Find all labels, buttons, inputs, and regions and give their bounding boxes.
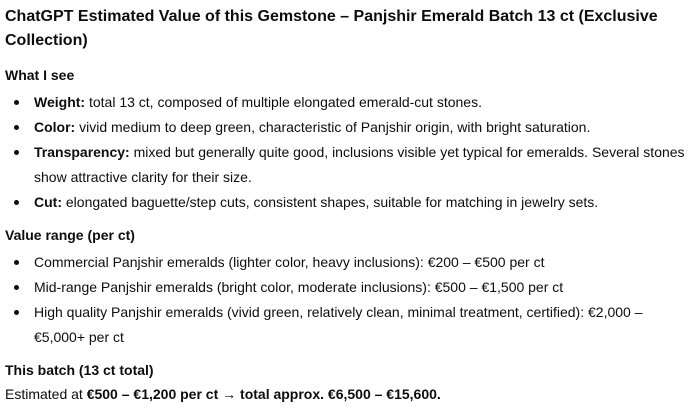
item-text: total 13 ct, composed of multiple elongated emerald-cut stones. <box>85 94 482 110</box>
estimate-prefix: Estimated at <box>5 386 87 402</box>
item-text: mixed but generally quite good, inclusions visible yet typical for emeralds. Several stones show attractive clarity for their size. <box>34 144 685 185</box>
document <box>5 0 687 404</box>
item-label: Weight: <box>34 94 86 110</box>
list-item-transparency <box>5 140 687 190</box>
list-item-color <box>5 115 687 140</box>
section-heading-value-range: Value range (per ct) <box>5 227 135 243</box>
observation-list <box>5 90 687 215</box>
list-item-commercial: Commercial Panjshir emeralds (lighter color, heavy inclusions): €200 – €500 per ct <box>5 250 687 275</box>
section-heading-what-i-see: What I see <box>5 67 75 83</box>
list-item-cut <box>5 190 687 215</box>
item-text: vivid medium to deep green, characteristic of Panjshir origin, with bright saturation. <box>75 119 591 135</box>
estimate-sentence <box>5 384 687 404</box>
page-title: ChatGPT Estimated Value of this Gemstone – Panjshir Emerald Batch 13 ct (Exclusive Collection) <box>5 8 658 49</box>
item-label: Cut: <box>34 194 62 210</box>
list-item-weight <box>5 90 687 115</box>
item-label: Transparency: <box>34 144 130 160</box>
list-item-mid-range: Mid-range Panjshir emeralds (bright color, moderate inclusions): €500 – €1,500 per ct <box>5 275 687 300</box>
item-label: Color: <box>34 119 76 135</box>
item-text: elongated baguette/step cuts, consistent shapes, suitable for matching in jewelry sets. <box>62 194 599 210</box>
estimate-value: €500 – €1,200 per ct → total approx. €6,500 – €15,600. <box>86 386 441 402</box>
list-item-high-quality: High quality Panjshir emeralds (vivid green, relatively clean, minimal treatment, certified): €2,000 – €5,000+ per ct <box>5 300 687 350</box>
value-range-list <box>5 250 687 350</box>
section-heading-this-batch: This batch (13 ct total) <box>5 362 154 378</box>
